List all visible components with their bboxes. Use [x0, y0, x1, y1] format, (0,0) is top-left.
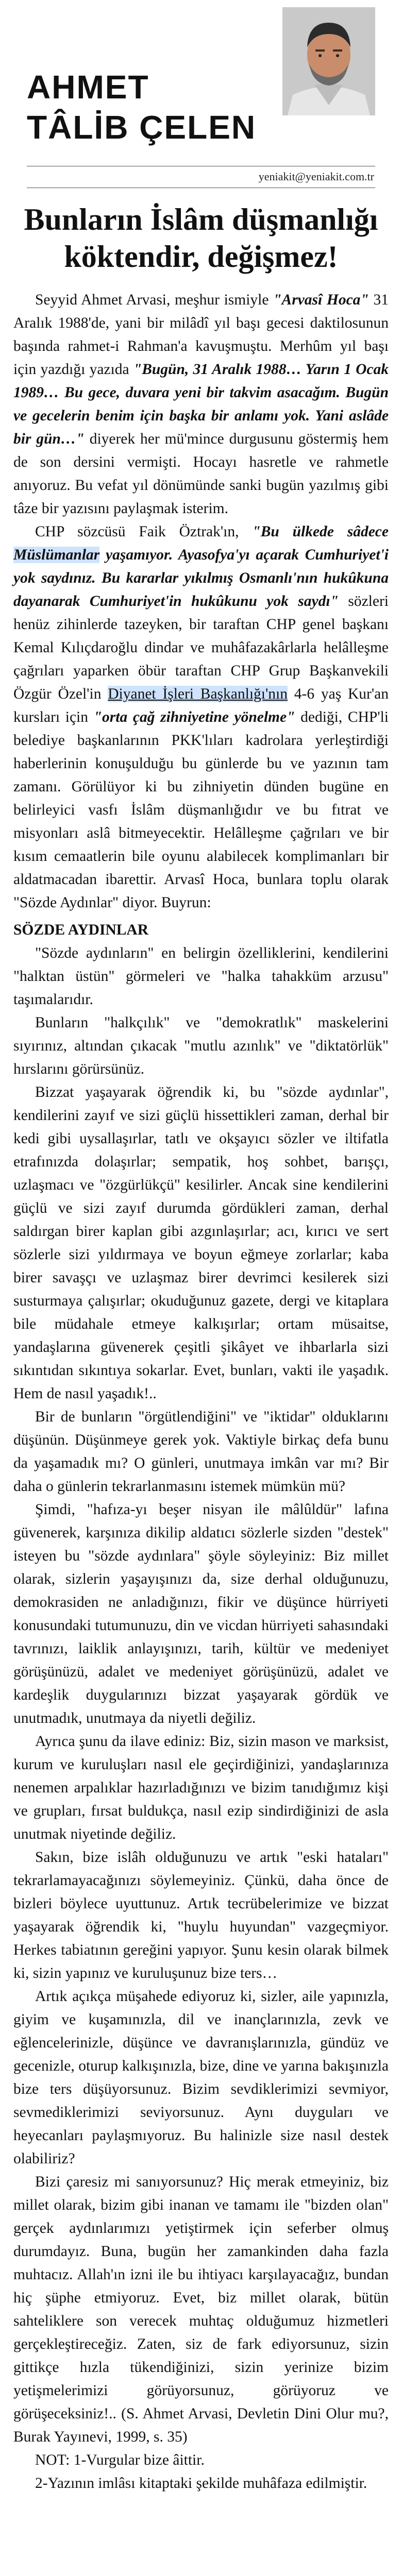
text-run: CHP sözcüsü Faik Öztrak'ın,: [35, 523, 253, 540]
author-email: yeniakit@yeniakit.com.tr: [258, 170, 374, 183]
text-run: Çünkü, daha önce de bizleri böylece uyuttunuz. Artık tecrübelerimize ve bizzat yaşayarak öğrendik ki,: [13, 1872, 389, 1935]
article-paragraph: [13, 1405, 389, 1498]
article-paragraph: [13, 1081, 389, 1405]
text-run: sözleri henüz zihinlerde tazeyken, bir taraftan CHP genel başkanı Kemal Kılıçdaroğlu dindar ve muhâfazakârlarla helâlleşme çağrıları yaparken öbür taraftan CHP Grup Başkanvekili Özgür Özel'in: [13, 593, 389, 702]
text-run: 31 Aralık 1988'de, yani bir milâdî yıl başı gecesi daktilosunun başında rahmet-i Rahman'a kavuşmuştu. Merhûm yıl başı için yazdığı yazıda: [13, 292, 389, 378]
text-run: "Sözde Aydınlar": [13, 894, 119, 911]
article-body: [13, 289, 389, 2495]
text-run: Bunların "halkçılık" ve "demokratlık" maskelerini sıyırınız, altından çıkacak "mutlu azınlık" ve "diktatörlük" hırslarını görürsünüz.: [13, 1014, 389, 1077]
text-run: Ayrıca şunu da ilave ediniz: Biz, sizin mason ve marksist, kurum ve kuruluşları nasıl ele geçirdiğinizi, yandaşlarınıza nenemen arpalıklar hazırladığınızı ve bizim tanıdığımız kişi ve grupları, fırsat buldukça, nasıl ezip sindirdiğinizi de asla unutmak niyetinde değiliz.: [13, 1733, 389, 1842]
article-paragraph: [13, 1846, 389, 1985]
section-subheading: SÖZDE AYDINLAR: [13, 922, 149, 938]
text-run: Bizi çaresiz mi sanıyorsunuz? Hiç merak etmeyiniz, biz millet olarak, bizim gibi inanan ve tamamı ile "bizden olan" gerçek aydınlarımızı yetiştirmek için seferber olmuş durumdayız. Buna, bugün her zamankinden daha fazla muhtacız. Allah'ın izni ile bu ihtiyacı karşılayacağız, bundan hiç şüphe etmiyoruz. Evet, biz millet olarak, bütün sahteliklere son verecek muhtaç olduğumuz hizmetleri gerçekleştireceğiz. Zaten, siz de fark ediyorsunuz, sizin gittikçe hızla tükendiğinizi, sizin yerinize bizim yetişmelerimizi görüyorsunuz, görüyoruz ve görüşeceksiniz!.. (S. Ahmet Arvasi, Devletin Dini Olur mu?, Burak Yayınevi, 1999, s. 35): [13, 2174, 389, 2445]
text-run: Müslümanlar: [13, 547, 100, 563]
author-portrait-icon: [282, 7, 375, 115]
text-run: "Bu ülkede sâdece: [252, 523, 389, 540]
text-run: Sakın, bize islâh olduğunuzu ve artık "eski hataları" tekrarlamayacağınızı söylemeyiniz.: [13, 1849, 389, 1889]
text-run: Bizim sevdiklerimizi sevmiyor, sevmediklerimizi seviyorsunuz.: [13, 2081, 389, 2121]
text-run: diyerek her mü'mince durgusunu göstermiş hem de son dersini vermişti. Hocayı hasretle ve rahmetle anıyoruz. Bu vefat yıl dönümünde sanki bugün yazılmış gibi tâze bir yazısını paylaşmak isterim.: [13, 431, 389, 517]
text-run: diyor. Buyrun:: [119, 894, 211, 911]
text-run: Bir de bunların "örgütlendiğini" ve "iktidar" olduklarını düşünün. Düşünmeye gerek yok. Vaktiyle birkaç defa bunu da yaşamadık mı? O günleri, unutmaya imkân var mı? Bir daha o günlerin tekrarlanmasını istemek mümkün mü?: [13, 1409, 389, 1495]
text-run: yaşamıyor. Ayasofya'yı açarak Cumhuriyet'i yok saydınız. Bu kararlar yıkılmış Osmanlı'nın hukûkuna dayanarak Cumhuriyet'in hukûkunu yok saydı": [13, 547, 389, 609]
footnote: 2-Yazının imlâsı kitaptaki şekilde muhâfaza edilmiştir.: [35, 2475, 367, 2492]
text-run: 4-6 yaş Kur'an kursları için: [13, 686, 389, 725]
author-last-name: TÂLİB ÇELEN: [27, 109, 257, 146]
text-run: Şimdi, "hafıza-yı beşer nisyan ile mâlûldür" lafına güvenerek, karşınıza dikilip aldatıcı sözlerle sizden "destek" isteyen bu "sözde aydınlara" şöyle söyleyiniz: Biz millet olarak, sizlerin yaşayışınızı da, size derhal olduğunuzu, demokrasiden ne anladığınızı, fikir ve düşünce hürriyeti konusundaki tutumunuzu, din ve vicdan hürriyeti sahasındaki tavrınızı, laiklik anlayışınızı, tarih, kültür ve medeniyet görüşünüzü, adalet ve medeniyet görüşünüzü, adalet ve kardeşlik duygularınızı bizzat yaşayarak gördük ve unutmadık, unutmaya da niyetli değiliz.: [13, 1501, 389, 1726]
text-run: Bizzat yaşayarak öğrendik ki, bu "sözde aydınlar", kendilerini zayıf ve sizi güçlü hissettikleri zaman, derhal bir kedi gibi uysallaşırlar, tatlı ve okşayıcı sözler ve iltifatla etrafınızda dolaşırlar; sempatik, hoş sohbet, barışçı, uzlaşmacı ve "özgürlükçü" kesilirler. Ancak sine kendilerini güçlü ve sizi zayıf durumda gördükleri zaman, derhal saldırgan birer kaplan gibi azgınlaşırlar; acı, kırıcı ve sert sözlerle sizi yıldırmaya ve boyun eğmeye zorlarlar; kaba birer savaşçı ve uzlaşmaz birer devrimci kesilerek sizi susturmaya çalışırlar; okuduğunuz gazete, dergi ve kitaplara bile müdahale etmeye kalkışırlar; ortam müsaitse, yandaşlarına güvenerek çeşitli şikâyet ve ihbarlarla sizi sıkıntıdan sıkıntıya sokarlar. Evet, bunları, vakti ile yaşadık. Hem de nasıl yaşadık!..: [13, 1084, 389, 1402]
text-run: vazgeçmiyor. Herkes tabiatının gereğini yapıyor. Şunu kesin olarak bilmek ki,: [13, 1919, 389, 1981]
text-run: Artık açıkça müşahede ediyoruz ki, sizler, aile yapınızla, giyim ve kuşamınızla, dil ve inançlarınızla, zevk ve eğlencelerinizle, düşünce ve davranışlarınızla, gündüz ve gecenizle, oturup kalkışınızla, bize, dine ve yarına bakışınızla bize ters düşüyorsunuz.: [13, 1988, 389, 2097]
text-run: Aynı duyguları ve heyecanları paylaşmıyoruz. Bu halinizle size nasıl destek olabiliriz?: [13, 2104, 389, 2167]
column-header: [13, 0, 389, 191]
footnote: NOT: 1-Vurgular bize âittir.: [35, 2452, 205, 2468]
article-paragraph: [13, 520, 389, 914]
text-run: sizin yapınız ve kuruluşunuz bize ters…: [32, 1965, 278, 1981]
text-run: "huylu huyundan": [177, 1919, 296, 1935]
article-headline: Bunların İslâm düşmanlığı köktendir, değişmez!: [24, 202, 378, 274]
text-run: dediği, CHP'li belediye başkanlarının PKK'lıları kadrolara yerleştirdiği haberlerinin konuşulduğu bu günlerde bu ve yazının tam zamanı. Görülüyor ki bu zihniyetin dünden bugüne en belirleyici vasfı İslâm düşmanlığıdır ve bu fıtrat ve misyonları aslâ bitmeyecektir. Helâlleşme çağrıları ve bir kısım cemaatlerin bile oyunu alabilecek komplimanları bir aldatmacadan ibarettir. Arvasî Hoca, bunlara toplu olarak: [13, 709, 389, 888]
author-photo: [282, 7, 375, 115]
article-paragraph: [13, 289, 389, 520]
text-run: Diyanet İşleri Başkanlığı'nın: [108, 686, 288, 702]
text-run: "Sözde aydınların" en belirgin özelliklerini, kendilerini "halktan üstün" görmeleri ve "halka tahakküm arzusu" taşımalarıdır.: [13, 945, 389, 1008]
text-run: Seyyid Ahmet Arvasi, meşhur ismiyle: [35, 292, 274, 308]
article-paragraph: [13, 2171, 389, 2449]
article-paragraph: [13, 1498, 389, 1730]
article-paragraph: [13, 1985, 389, 2171]
author-first-name: AHMET: [27, 69, 149, 106]
article-paragraph: [13, 1011, 389, 1081]
text-run: "orta çağ zihniyetine yönelme": [93, 709, 295, 725]
article-paragraph: [13, 1730, 389, 1846]
text-run: "Arvasî Hoca": [273, 292, 369, 308]
text-run: "Bugün, 31 Aralık 1988… Yarın 1 Ocak 1989… Bu gece, duvara yeni bir takvim asacağım. Bugün ve gecelerin benim için başka bir anlamı yok. Yani aslâde bir gün…": [13, 361, 389, 447]
article-paragraph: [13, 942, 389, 1011]
